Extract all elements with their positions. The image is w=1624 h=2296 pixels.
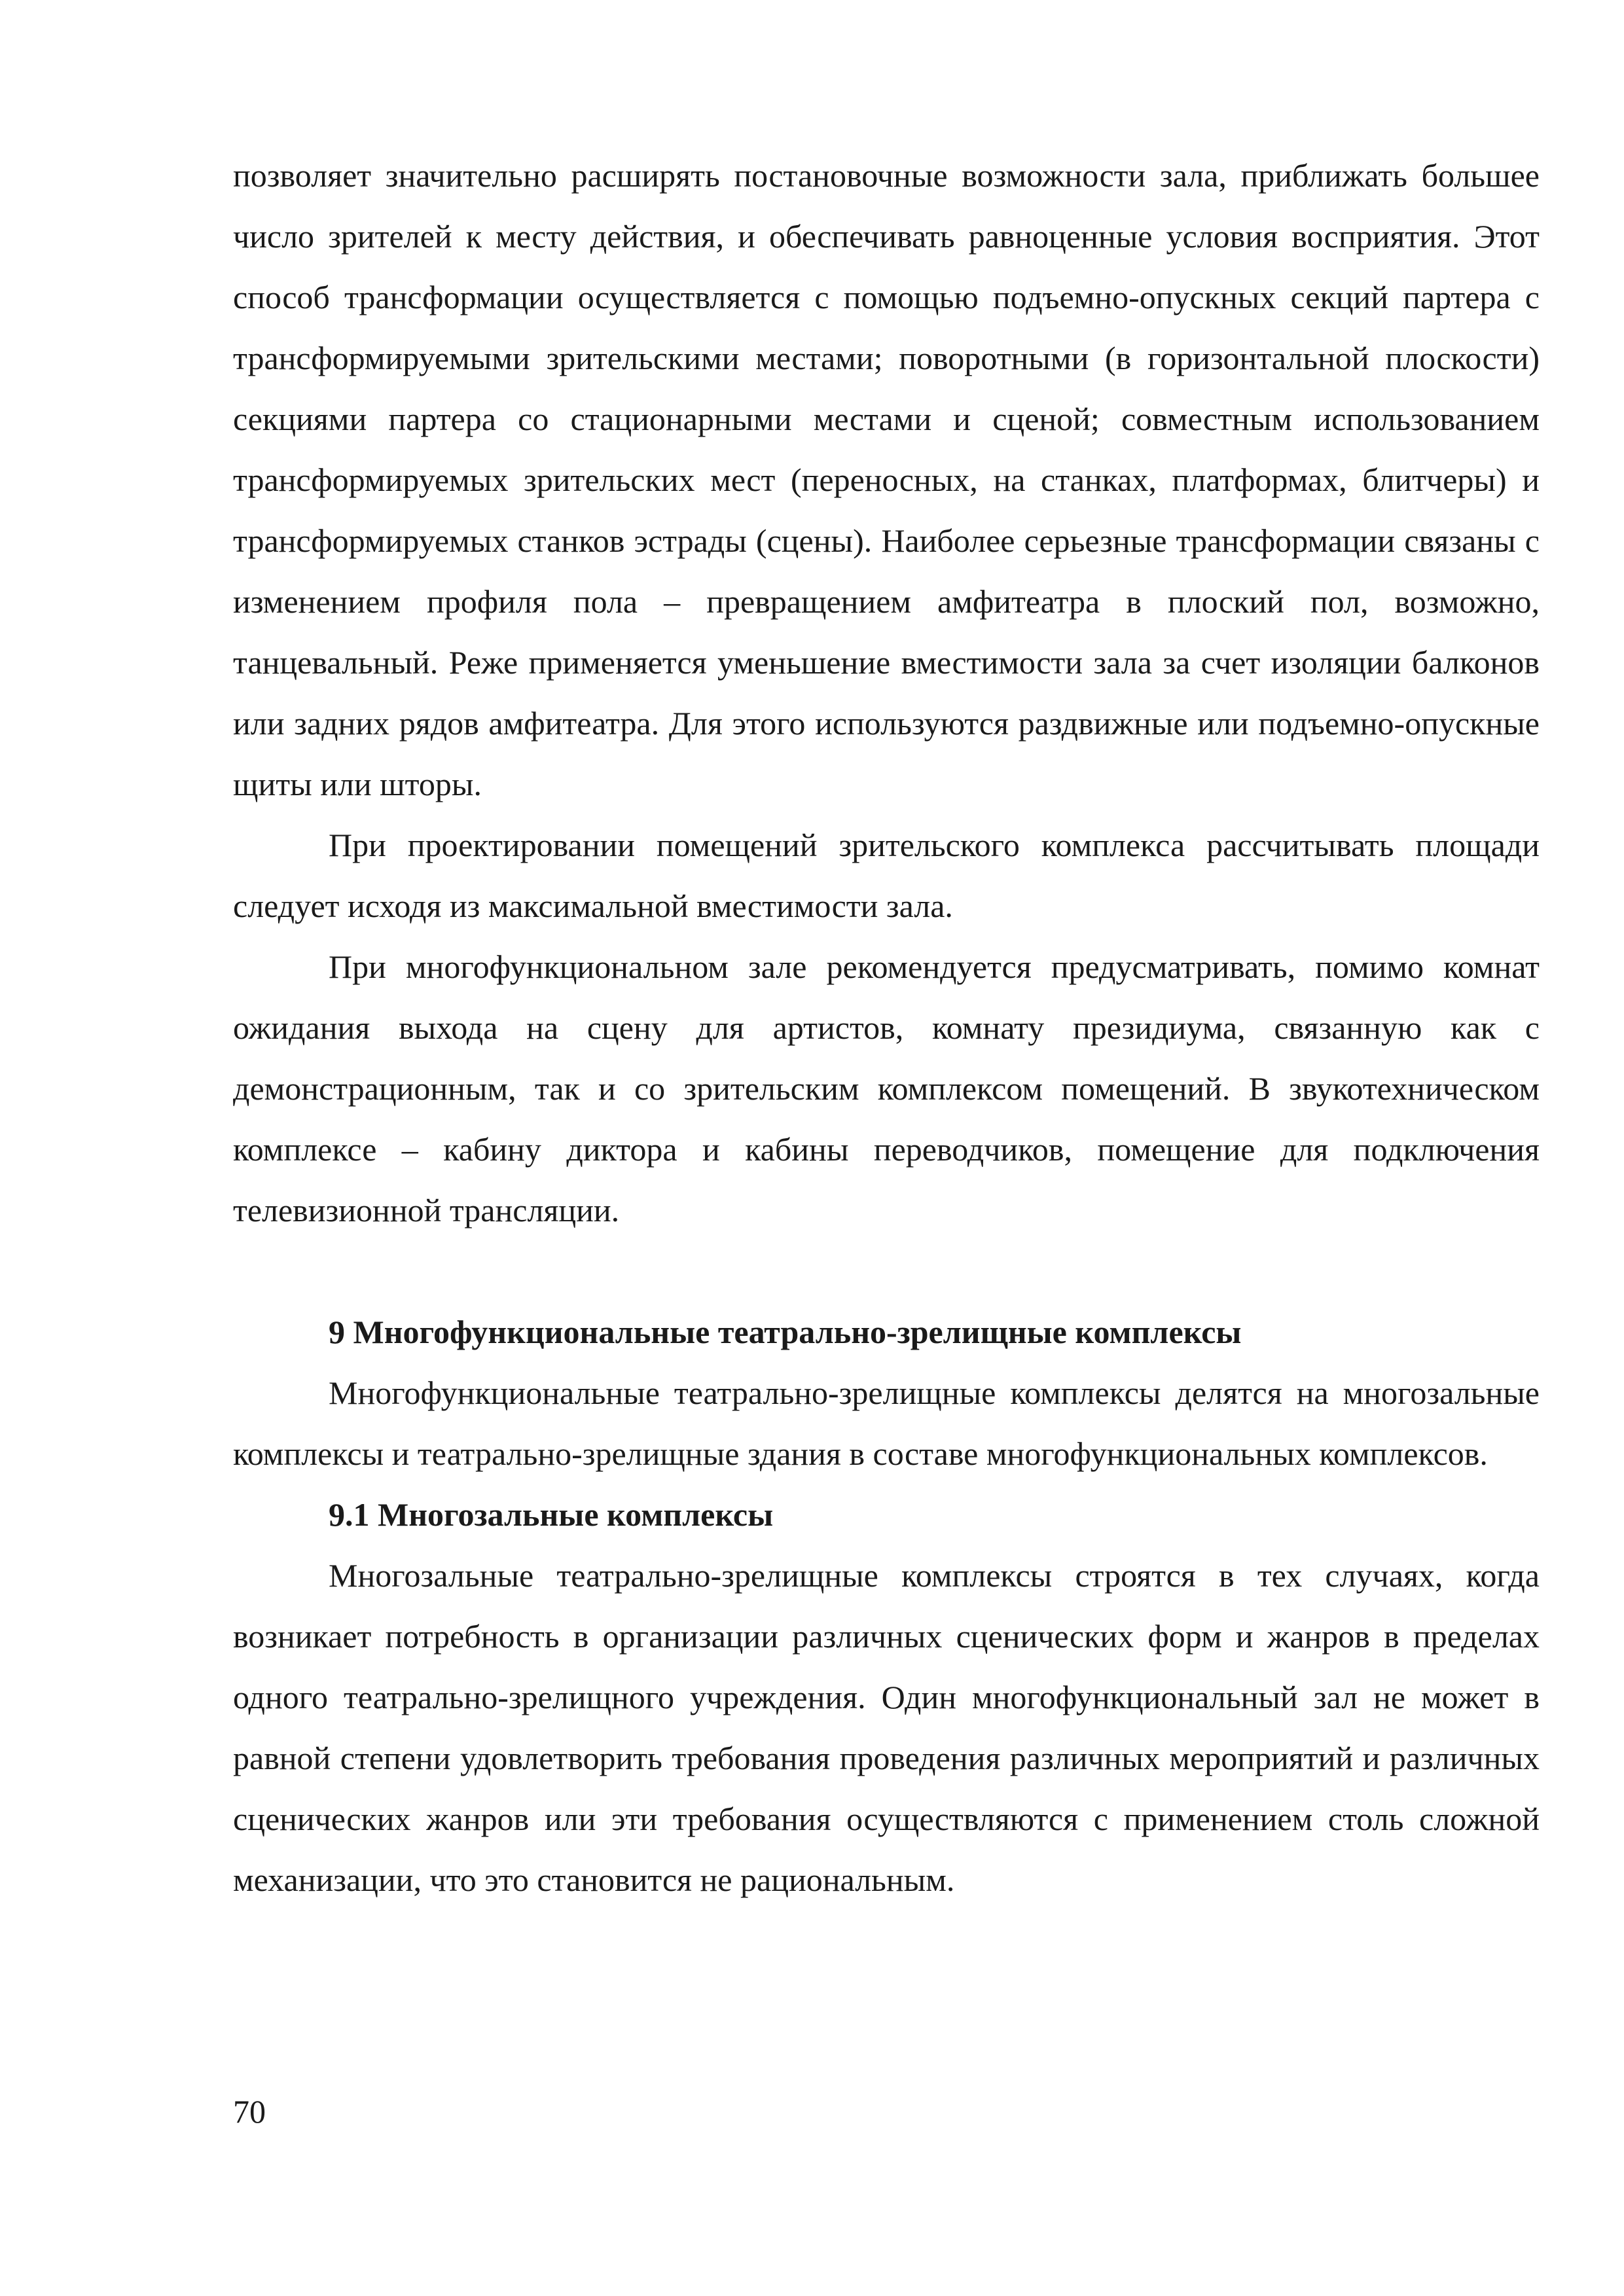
body-paragraph: При проектировании помещений зрительского комплекса рассчитывать площади следует исходя из максимальной вместимости зала. (233, 827, 1540, 924)
body-paragraph: Многозальные театрально-зрелищные комплексы строятся в тех случаях, когда возникает потребность в организации различных сценических форм и жанров в пределах одного театрально-зрелищного учреждения. Один многофункциональный зал не может в равной степени удовлетворить требования проведения различных мероприятий и различных сценических жанров или эти требования осуществляются с применением столь сложной механизации, что это становится не рациональным. (233, 1557, 1540, 1898)
page-number: 70 (233, 2093, 266, 2130)
document-page (233, 145, 1540, 1910)
section-heading: 9 Многофункциональные театрально-зрелищные комплексы (329, 1314, 1242, 1350)
body-paragraph: позволяет значительно расширять постановочные возможности зала, приближать большее число зрителей к месту действия, и обеспечивать равноценные условия восприятия. Этот способ трансформации осуществляется с помощью подъемно-опускных секций партера с трансформируемыми зрительскими местами; поворотными (в горизонтальной плоскости) секциями партера со стационарными местами и сценой; совместным использованием трансформируемых зрительских мест (переносных, на станках, платформах, блитчеры) и трансформируемых станков эстрады (сцены). Наиболее серьезные трансформации связаны с изменением профиля пола – превращением амфитеатра в плоский пол, возможно, танцевальный. Реже применяется уменьшение вместимости зала за счет изоляции балконов или задних рядов амфитеатра. Для этого используются раздвижные или подъемно-опускные щиты или шторы. (233, 157, 1540, 802)
body-paragraph: Многофункциональные театрально-зрелищные комплексы делятся на многозальные комплексы и театрально-зрелищные здания в составе многофункциональных комплексов. (233, 1374, 1540, 1472)
subsection-heading: 9.1 Многозальные комплексы (329, 1496, 774, 1533)
body-paragraph: При многофункциональном зале рекомендуется предусматривать, помимо комнат ожидания выхода на сцену для артистов, комнату президиума, связанную как с демонстрационным, так и со зрительским комплексом помещений. В звукотехническом комплексе – кабину диктора и кабины переводчиков, помещение для подключения телевизионной трансляции. (233, 948, 1540, 1229)
